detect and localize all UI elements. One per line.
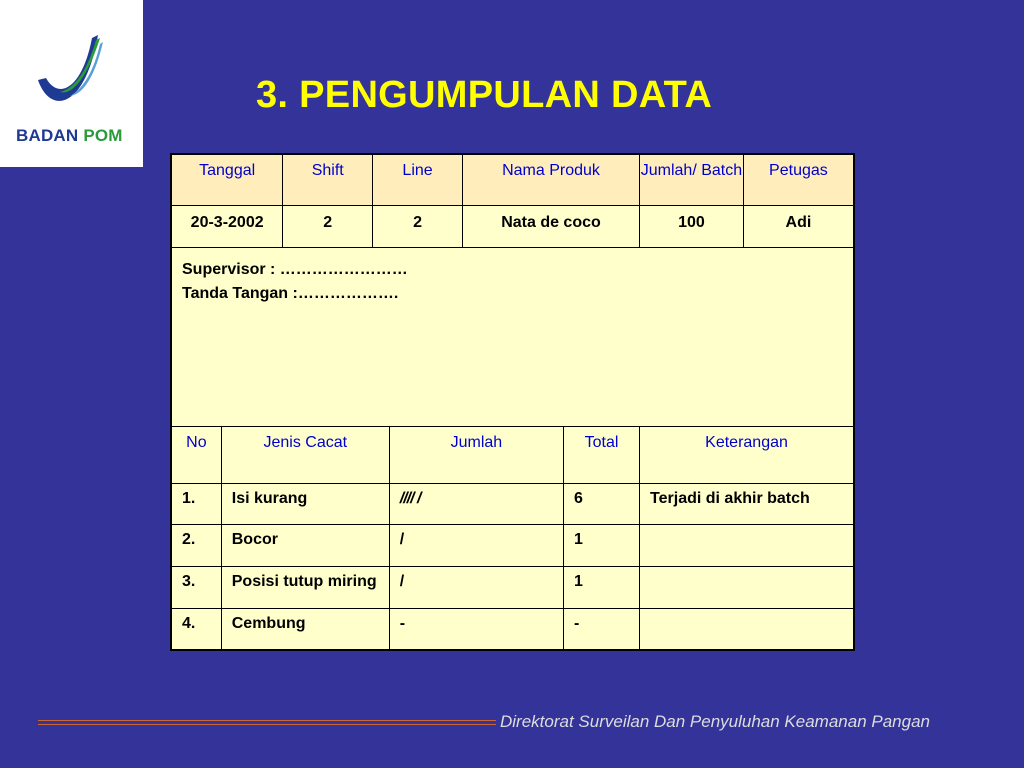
cell-no: 2. [171, 524, 221, 566]
header-total: Total [564, 426, 640, 483]
cell-keterangan [640, 608, 854, 650]
cell-tally: //// / [389, 483, 563, 524]
cell-jenis: Cembung [221, 608, 389, 650]
cell-keterangan [640, 566, 854, 608]
footer-text: Direktorat Surveilan Dan Penyuluhan Keamanan Pangan [500, 712, 930, 731]
header-keterangan: Keterangan [640, 426, 854, 483]
signature-label: Tanda Tangan :………………. [182, 284, 399, 302]
cell-keterangan [640, 524, 854, 566]
header-jumlah: Jumlah [389, 426, 563, 483]
header-jumlah-batch: Jumlah/ Batch [640, 154, 744, 205]
header-nama-produk: Nama Produk [462, 154, 639, 205]
cell-jenis: Isi kurang [221, 483, 389, 524]
cell-no: 1. [171, 483, 221, 524]
logo-check-icon [30, 30, 110, 120]
badan-pom-logo [0, 0, 143, 167]
page-title: 3. PENGUMPULAN DATA [256, 74, 713, 116]
cell-keterangan: Terjadi di akhir batch [640, 483, 854, 524]
cell-nama-produk: Nata de coco [462, 205, 639, 247]
cell-petugas: Adi [743, 205, 854, 247]
supervisor-cell [171, 247, 854, 426]
table-row [171, 608, 854, 650]
header-tanggal: Tanggal [171, 154, 283, 205]
cell-jumlah: 100 [640, 205, 744, 247]
info-row [171, 205, 854, 247]
table-row [171, 483, 854, 524]
cell-total: 1 [564, 524, 640, 566]
supervisor-row [171, 247, 854, 426]
table-row [171, 566, 854, 608]
logo-text: BADAN POM [16, 126, 123, 145]
cell-total: 6 [564, 483, 640, 524]
cell-jenis: Bocor [221, 524, 389, 566]
cell-tanggal: 20-3-2002 [171, 205, 283, 247]
cell-tally: / [389, 524, 563, 566]
data-collection-table [170, 153, 855, 651]
cell-tally: - [389, 608, 563, 650]
cell-no: 4. [171, 608, 221, 650]
cell-no: 3. [171, 566, 221, 608]
header-line: Line [373, 154, 463, 205]
cell-line: 2 [373, 205, 463, 247]
info-header-row [171, 154, 854, 205]
table-row [171, 524, 854, 566]
supervisor-label: Supervisor : …………………… [182, 260, 408, 278]
footer-divider [38, 720, 496, 725]
defect-header-row [171, 426, 854, 483]
header-no: No [171, 426, 221, 483]
header-shift: Shift [283, 154, 373, 205]
cell-total: 1 [564, 566, 640, 608]
cell-tally: / [389, 566, 563, 608]
header-petugas: Petugas [743, 154, 854, 205]
header-jenis-cacat: Jenis Cacat [221, 426, 389, 483]
cell-total: - [564, 608, 640, 650]
cell-jenis: Posisi tutup miring [221, 566, 389, 608]
cell-shift: 2 [283, 205, 373, 247]
